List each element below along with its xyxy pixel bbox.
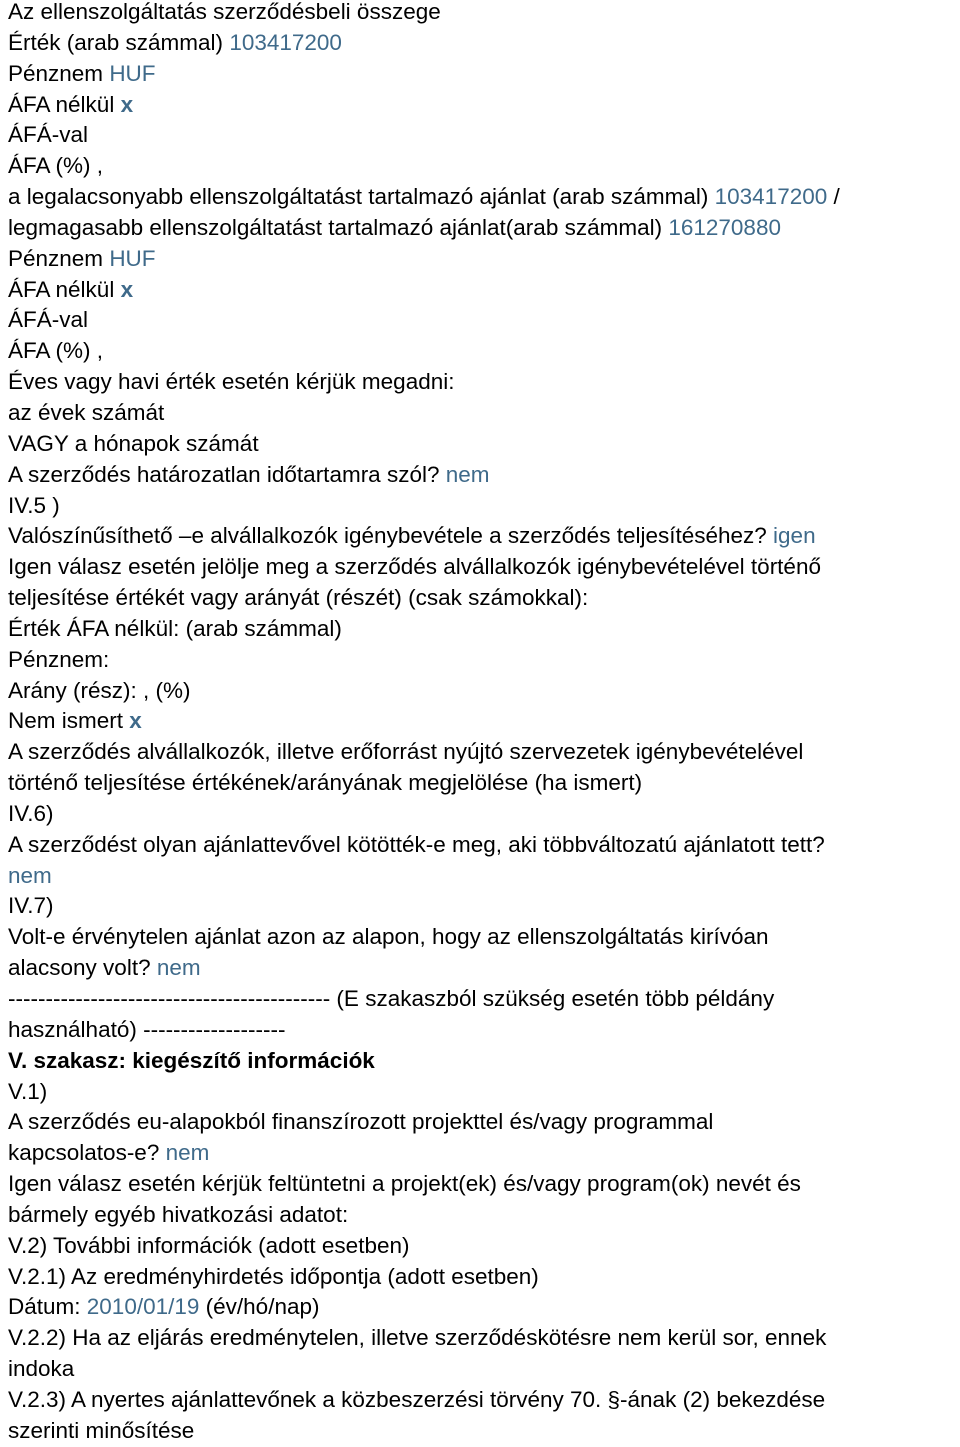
line-text: Volt-e érvénytelen ajánlat azon az alapon, hogy az ellenszolgáltatás kirívóan	[8, 924, 769, 950]
document-line	[8, 1138, 953, 1169]
field-value: nem	[156, 955, 201, 981]
line-text: Pénznem	[8, 245, 110, 271]
line-text: ÁFA nélkül	[8, 91, 121, 117]
document-line	[8, 367, 953, 398]
document-line	[8, 182, 953, 213]
document-line	[8, 1200, 953, 1231]
line-text: teljesítése értékét vagy arányát (részét) (csak számokkal):	[8, 585, 589, 611]
section-heading	[8, 1046, 953, 1077]
document-line	[8, 521, 953, 552]
document-line	[8, 583, 953, 614]
document-line	[8, 151, 953, 182]
document-line	[8, 460, 953, 491]
document-line	[8, 799, 953, 830]
document-line	[8, 90, 953, 121]
line-text: A szerződés határozatlan időtartamra szól?	[8, 461, 446, 487]
line-text: szerinti minősítése	[8, 1417, 195, 1443]
field-value: nem	[165, 1140, 210, 1166]
line-text: Pénznem:	[8, 646, 110, 672]
field-value: 2010/01/19	[86, 1294, 200, 1320]
field-value: HUF	[109, 60, 156, 86]
document-line	[8, 59, 953, 90]
document-line	[8, 1107, 953, 1138]
line-text: IV.5 )	[8, 492, 60, 518]
document-line	[8, 491, 953, 522]
field-value: 103417200	[229, 29, 342, 55]
line-text: Nem ismert	[8, 708, 130, 734]
line-text: a legalacsonyabb ellenszolgáltatást tartalmazó ajánlat (arab számmal)	[8, 184, 715, 210]
document-line	[8, 120, 953, 151]
line-text: V. szakasz: kiegészítő információk	[8, 1047, 375, 1073]
line-text: A szerződés alvállalkozók, illetve erőforrást nyújtó szervezetek igénybevételével	[8, 739, 804, 765]
line-text: Éves vagy havi érték esetén kérjük megadni:	[8, 369, 455, 395]
line-text: ÁFA nélkül	[8, 276, 121, 302]
line-text: V.2.3) A nyertes ajánlattevőnek a közbeszerzési törvény 70. §-ának (2) bekezdése	[8, 1386, 826, 1412]
line-text: használható) -------------------	[8, 1016, 286, 1042]
document-line	[8, 676, 953, 707]
document-line	[8, 1077, 953, 1108]
checkbox-mark: x	[129, 708, 142, 734]
line-text: Igen válasz esetén kérjük feltüntetni a projekt(ek) és/vagy program(ok) nevét és	[8, 1171, 801, 1197]
line-text: V.2.1) Az eredményhirdetés időpontja (adott esetben)	[8, 1263, 539, 1289]
line-text: V.1)	[8, 1078, 48, 1104]
field-value: 103417200	[714, 184, 828, 210]
document-line	[8, 244, 953, 275]
line-text: ÁFÁ-val	[8, 307, 89, 333]
document-line	[8, 922, 953, 953]
line-text: A szerződés eu-alapokból finanszírozott projekttel és/vagy programmal	[8, 1109, 714, 1135]
line-text: Pénznem	[8, 60, 110, 86]
line-text: IV.7)	[8, 893, 54, 919]
line-text: ÁFA (%) ,	[8, 338, 104, 364]
document-line	[8, 1231, 953, 1262]
line-text-suffix: /	[827, 184, 840, 210]
document-line	[8, 1385, 953, 1416]
document-line	[8, 1262, 953, 1293]
document-line	[8, 645, 953, 676]
document-line	[8, 1169, 953, 1200]
field-value: nem	[8, 862, 52, 888]
document-line	[8, 1416, 953, 1447]
document-line	[8, 984, 953, 1015]
document-line	[8, 953, 953, 984]
line-text-suffix: (év/hó/nap)	[199, 1294, 320, 1320]
line-text: kapcsolatos-e?	[8, 1140, 166, 1166]
field-value: nem	[445, 461, 490, 487]
field-value: HUF	[109, 245, 156, 271]
document-line	[8, 552, 953, 583]
line-text: történő teljesítése értékének/arányának megjelölése (ha ismert)	[8, 770, 643, 796]
line-text: Arány (rész): , (%)	[8, 677, 191, 703]
document-line	[8, 0, 953, 28]
document-line	[8, 275, 953, 306]
checkbox-mark: x	[120, 276, 134, 302]
line-text: indoka	[8, 1356, 75, 1382]
line-text: Érték (arab számmal)	[8, 29, 230, 55]
document-line	[8, 737, 953, 768]
line-text: ÁFÁ-val	[8, 122, 89, 148]
document-line	[8, 861, 953, 892]
line-text: VAGY a hónapok számát	[8, 430, 259, 456]
document-line	[8, 429, 953, 460]
document-line	[8, 28, 953, 59]
checkbox-mark: x	[120, 91, 134, 117]
line-text: Az ellenszolgáltatás szerződésbeli összege	[8, 0, 441, 24]
document-line	[8, 1292, 953, 1323]
document-line	[8, 305, 953, 336]
field-value: igen	[773, 523, 816, 549]
document-line	[8, 398, 953, 429]
line-text: IV.6)	[8, 800, 54, 826]
document-line	[8, 830, 953, 861]
document-line	[8, 706, 953, 737]
line-text: bármely egyéb hivatkozási adatot:	[8, 1201, 349, 1227]
line-text: ÁFA (%) ,	[8, 153, 104, 179]
line-text: V.2) További információk (adott esetben)	[8, 1232, 410, 1258]
line-text: Valószínűsíthető –e alvállalkozók igénybevétele a szerződés teljesítéséhez?	[8, 523, 774, 549]
line-text: Dátum:	[8, 1294, 87, 1320]
line-text: ------------------------------------------- (E szakaszból szükség esetén több példány	[8, 986, 775, 1011]
line-text: alacsony volt?	[8, 955, 157, 981]
document-line	[8, 1015, 953, 1046]
document-line	[8, 1323, 953, 1354]
field-value: 161270880	[668, 214, 781, 240]
document-line	[8, 614, 953, 645]
document-line	[8, 213, 953, 244]
document-line	[8, 768, 953, 799]
line-text: V.2.2) Ha az eljárás eredménytelen, illetve szerződéskötésre nem kerül sor, ennek	[8, 1325, 827, 1351]
line-text: az évek számát	[8, 399, 165, 425]
document-line	[8, 1354, 953, 1385]
document-line	[8, 891, 953, 922]
line-text: Érték ÁFA nélkül: (arab számmal)	[8, 615, 342, 641]
document-line	[8, 336, 953, 367]
line-text: Igen válasz esetén jelölje meg a szerződés alvállalkozók igénybevételével történő	[8, 554, 821, 580]
line-text: A szerződést olyan ajánlattevővel kötötték-e meg, aki többváltozatú ajánlatott tett?	[8, 831, 825, 857]
line-text: legmagasabb ellenszolgáltatást tartalmazó ajánlat(arab számmal)	[8, 214, 669, 240]
